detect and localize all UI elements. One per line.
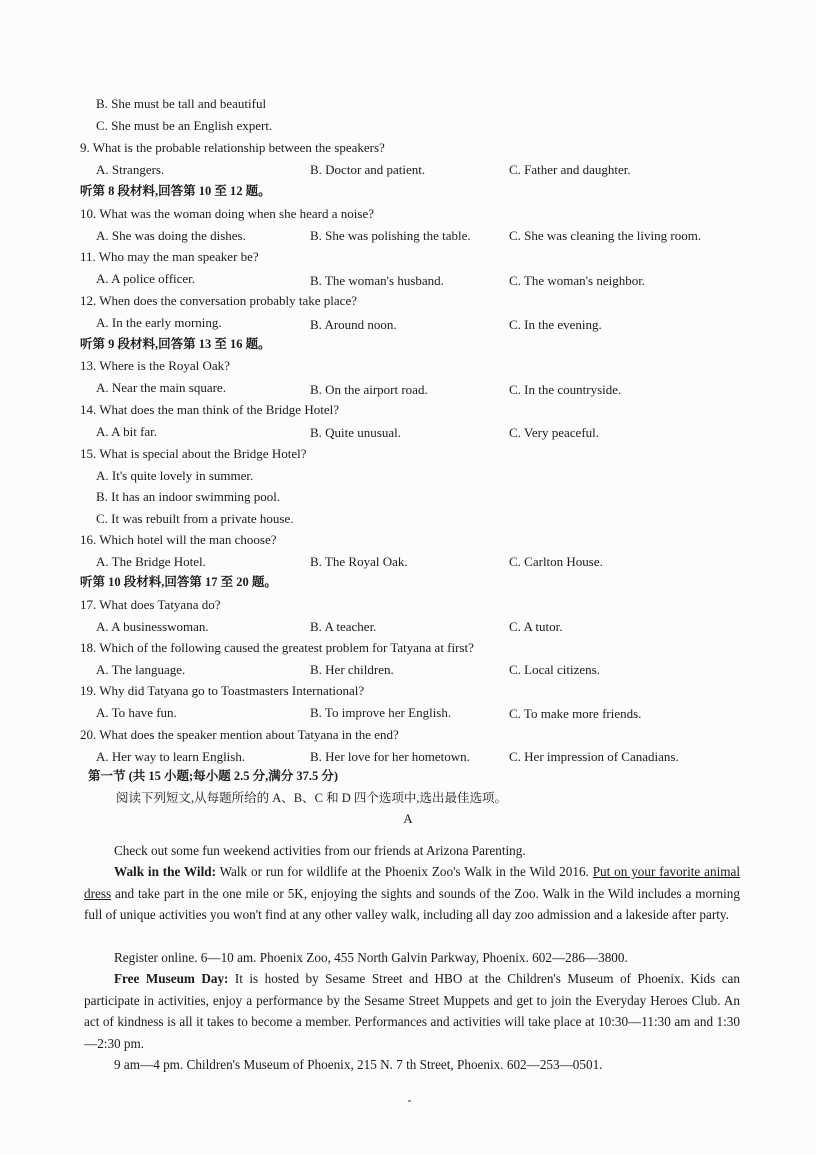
q19-option-a: A. To have fun. — [96, 705, 177, 720]
q11-option-c: C. The woman's neighbor. — [509, 273, 646, 288]
q10-option-c: C. She was cleaning the living room. — [509, 228, 702, 243]
q14-option-b: B. Quite unusual. — [310, 425, 401, 440]
q15-option-a: A. It's quite lovely in summer. — [96, 468, 254, 483]
q20-option-a: A. Her way to learn English. — [96, 749, 246, 764]
q12-option-c: C. In the evening. — [509, 317, 602, 332]
q9-option-a: A. Strangers. — [96, 162, 165, 177]
part-heading: 第一节 (共 15 小题;每小题 2.5 分,满分 37.5 分) — [88, 769, 338, 783]
q10-option-a: A. She was doing the dishes. — [96, 228, 246, 243]
walk-title: Walk in the Wild: — [114, 864, 216, 879]
q12-option-b: B. Around noon. — [310, 317, 397, 332]
q13-option-c: C. In the countryside. — [509, 382, 622, 397]
q18-option-c: C. Local citizens. — [509, 662, 600, 677]
free-museum-day-paragraph — [84, 968, 740, 1054]
q14-option-c: C. Very peaceful. — [509, 425, 600, 440]
section-9-heading: 听第 9 段材料,回答第 13 至 16 题。 — [80, 337, 271, 351]
q18-option-a: A. The language. — [96, 662, 186, 677]
museum-title: Free Museum Day: — [114, 971, 229, 986]
q17-option-c: C. A tutor. — [509, 619, 563, 634]
question-15: 15. What is special about the Bridge Hotel? — [80, 446, 307, 461]
question-11: 11. Who may the man speaker be? — [80, 249, 259, 264]
q20-option-c: C. Her impression of Canadians. — [509, 749, 679, 764]
passage-label: A — [403, 811, 413, 826]
walk-in-the-wild-paragraph — [84, 861, 740, 926]
museum-text: It is hosted by Sesame Street and HBO at the Children's Museum of Phoenix. Kids can participate in activities, enjoy a performance by the Sesame Street Muppets and get to join the Everyday Heroes Club. An act of kindness is all it takes to become a member. Performances and activities will take place at 10:30—11:30 am and 1:30—2:30 pm. — [84, 971, 741, 1051]
section-10-heading: 听第 10 段材料,回答第 17 至 20 题。 — [80, 575, 277, 589]
walk-text-1: Walk or run for wildlife at the Phoenix Zoo's Walk in the Wild 2016. — [216, 864, 593, 879]
question-16: 16. Which hotel will the man choose? — [80, 532, 277, 547]
scan-speck — [408, 1100, 411, 1102]
passage-intro: Check out some fun weekend activities from our friends at Arizona Parenting. — [114, 843, 526, 858]
q19-option-c: C. To make more friends. — [509, 706, 642, 721]
q18-option-b: B. Her children. — [310, 662, 394, 677]
question-19: 19. Why did Tatyana go to Toastmasters International? — [80, 683, 365, 698]
q16-option-c: C. Carlton House. — [509, 554, 603, 569]
q20-option-b: B. Her love for her hometown. — [310, 749, 470, 764]
q12-option-a: A. In the early morning. — [96, 315, 222, 330]
question-14: 14. What does the man think of the Bridge Hotel? — [80, 402, 339, 417]
q16-option-a: A. The Bridge Hotel. — [96, 554, 206, 569]
q16-option-b: B. The Royal Oak. — [310, 554, 408, 569]
q10-option-b: B. She was polishing the table. — [310, 228, 471, 243]
section-8-heading: 听第 8 段材料,回答第 10 至 12 题。 — [80, 184, 271, 198]
question-9: 9. What is the probable relationship between the speakers? — [80, 140, 385, 155]
q19-option-b: B. To improve her English. — [310, 705, 452, 720]
q13-option-a: A. Near the main square. — [96, 380, 226, 395]
question-20: 20. What does the speaker mention about Tatyana in the end? — [80, 727, 399, 742]
question-17: 17. What does Tatyana do? — [80, 597, 221, 612]
q14-option-a: A. A bit far. — [96, 424, 158, 439]
walk-text-2: and take part in the one mile or 5K, enjoying the sights and sounds of the Zoo. Walk in the Wild includes a morning full of unique activities you won't find at any other valley walk, including all day zoo admission and a lakeside after party. — [84, 885, 740, 922]
question-13: 13. Where is the Royal Oak? — [80, 358, 230, 373]
question-12: 12. When does the conversation probably take place? — [80, 293, 357, 308]
q9-option-c: C. Father and daughter. — [509, 162, 631, 177]
q15-option-c: C. It was rebuilt from a private house. — [96, 511, 294, 526]
q13-option-b: B. On the airport road. — [310, 382, 428, 397]
q9-option-b: B. Doctor and patient. — [310, 162, 426, 177]
museum-info: 9 am—4 pm. Children's Museum of Phoenix, 215 N. 7 th Street, Phoenix. 602—253—0501. — [114, 1057, 603, 1072]
q11-option-a: A. A police officer. — [96, 271, 196, 286]
option-c-line: C. She must be an English expert. — [96, 118, 273, 133]
walk-underlined-phrase: Put on your favorite animal dress — [84, 864, 741, 901]
question-10: 10. What was the woman doing when she heard a noise? — [80, 206, 374, 221]
q15-option-b: B. It has an indoor swimming pool. — [96, 489, 281, 504]
question-18: 18. Which of the following caused the greatest problem for Tatyana at first? — [80, 640, 474, 655]
reading-instructions: 阅读下列短文,从每题所给的 A、B、C 和 D 四个选项中,选出最佳选项。 — [116, 791, 507, 805]
q11-option-b: B. The woman's husband. — [310, 273, 444, 288]
q17-option-b: B. A teacher. — [310, 619, 377, 634]
walk-info: Register online. 6—10 am. Phoenix Zoo, 455 North Galvin Parkway, Phoenix. 602—286—3800. — [114, 950, 628, 965]
q17-option-a: A. A businesswoman. — [96, 619, 209, 634]
option-b-line: B. She must be tall and beautiful — [96, 96, 267, 111]
